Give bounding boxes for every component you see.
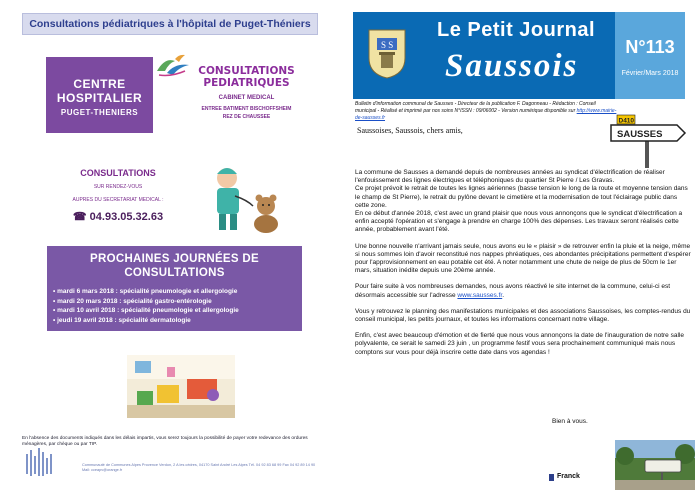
town-crest-icon (367, 28, 407, 80)
rdv-title: CONSULTATIONS (80, 168, 156, 178)
paragraph-6: Vous y retrouvez le planning des manifestations municipales et des associations Saussoises, les comptes-rendus du conseil municipal, les petits journaux, et toutes les informations concernant notre village. (355, 307, 691, 324)
colophon-link[interactable]: http://www.mairie-de-sausses.fr (355, 108, 617, 121)
colophon (355, 101, 617, 122)
consult-sub3: REZ DE CHAUSSEE (222, 114, 271, 120)
signature-marker-icon (549, 474, 554, 481)
hospital-line3: PUGET-THENIERS (60, 108, 139, 117)
consult-sub1: CABINET MEDICAL (218, 95, 275, 101)
issue-box (615, 12, 685, 99)
upcoming-item: • mardi 10 avril 2018 : spécialité pneumologie et allergologie (53, 307, 239, 314)
upcoming-title2: CONSULTATIONS (124, 267, 225, 279)
paragraph-5: Pour faire suite à vos nombreuses demandes, nous avons réactivé le site internet de la commune, celui-ci est désormais accessible sur l'adresse www.sausses.fr. (355, 283, 671, 299)
right-page (345, 0, 699, 495)
footer-address: Communauté de Communes Alpes Provence Verdon, 2 A les cèdres, 04170 Saint André Les Alpes Tél. 04 92 83 68 99 Fax 04 92 89 14 90 Mail: cceapv@orange.fr (82, 463, 316, 472)
journal-name-line1: Le Petit Journal (437, 19, 596, 41)
hospital-line1: CENTRE (73, 77, 126, 91)
upcoming-title (47, 246, 302, 280)
rdv-sub2: AUPRES DU SECRETARIAT MEDICAL : (72, 197, 164, 203)
upcoming-item-text: mardi 6 mars 2018 : spécialité pneumologie et allergologie (57, 288, 238, 295)
upcoming-item-text: mardi 10 avril 2018 : spécialité pneumologie et allergologie (57, 307, 239, 314)
community-logo (22, 446, 62, 480)
journal-name-line2: Saussois (445, 48, 579, 84)
signature: Franck (557, 473, 580, 480)
left-page (0, 0, 345, 495)
road-sign-number: D410 (618, 117, 635, 125)
upcoming-item-text: jeudi 19 avril 2018 : spécialité dermatologie (57, 316, 191, 324)
banner-title: Consultations pédiatriques à l'hôpital de Puget-Théniers (29, 18, 311, 30)
hospital-box (46, 57, 153, 133)
closing: Bien à vous. (552, 418, 588, 425)
paragraph-3-text: En ce début d'année 2018, c'est avec un grand plaisir que nous vous annonçons que le syndicat d'électrification a enfin accepté l'opération et s'engage à prendre en charge 100% des dépenses. Les travaux seront réalisés cette année, probablement avant l'été. (355, 210, 683, 234)
rdv-sub1: SUR RENDEZ-VOUS (93, 184, 143, 190)
paragraph-1 (355, 169, 691, 235)
rdv-phone (64, 210, 172, 223)
road-sign-name: SAUSSES (617, 129, 663, 140)
child-doctor-illustration (201, 160, 291, 236)
phone-icon: ☎ (72, 211, 90, 223)
road-sign-illustration (607, 113, 687, 168)
waiting-room-photo (127, 355, 235, 418)
journal-header (353, 12, 615, 99)
upcoming-box (47, 246, 302, 331)
paragraph-7: Enfin, c'est avec beaucoup d'émotion et de fierté que nous vous annonçons la date de l'inauguration de notre salle polyvalente, ce serait le samedi 23 juin , un programme festif vous sera prochainement communiqué mais nous comptons sur vous pour déjà inscrire cette date dans vos agendas ! (355, 332, 684, 356)
upcoming-item: • mardi 6 mars 2018 : spécialité pneumologie et allergologie (53, 288, 238, 295)
greeting: Saussoises, Saussois, chers amis, (357, 126, 463, 135)
paragraph-5-text: Pour faire suite à vos nombreuses demandes, nous avons réactivé le site internet de la commune, celui-ci est désormais accessible sur l'adresse (355, 283, 671, 299)
footer-note: En l'absence des documents indiqués dans les délais impartis, vous serez toujours la possibilité de payer votre redevance des ordures ménagères, par chèque ou par TIP. (22, 436, 308, 447)
consult-title1: CONSULTATIONS (198, 65, 295, 77)
issue-date: Février/Mars 2018 (621, 70, 679, 77)
paragraph-1-text: La commune de Sausses a demandé depuis de nombreuses années au syndicat d'électrification de réaliser l'enfouissement des lignes électriques et téléphoniques du quartier St Pierre / Les Gravas. (355, 169, 665, 185)
upcoming-item: • mardi 20 mars 2018 : spécialité gastro-entérologie (53, 297, 212, 305)
village-photo (615, 440, 695, 490)
paragraph-2-text: Ce projet prévoit le retrait de toutes les lignes aériennes (basse tension le long de la route et moyenne tension dans le champ de St Pierre), le retrait du pylône devant le cimetière et la modernisation de tout l'éclairage public dans cette zone. (355, 185, 688, 209)
issue-number: N°113 (625, 37, 675, 57)
hospital-logo (155, 53, 191, 79)
upcoming-item: • jeudi 19 avril 2018 : spécialité dermatologie (53, 316, 191, 324)
consult-sub2: ENTREE BATIMENT BISCHOFFSHEIM (201, 106, 292, 112)
colophon-text: Bulletin d'information communal de Sausses - Directeur de la publication F. Dagonneau - Rédaction : Conseil municipal - Réalisé et imprimé par nos soins N°ISSN : 09/06002 - Version numérique disponible sur (355, 101, 596, 114)
hospital-line2: HOSPITALIER (56, 91, 143, 105)
svg-text:S S: S S (381, 40, 394, 50)
editorial-text (355, 169, 691, 365)
consult-title (194, 65, 299, 89)
rdv-phone-number: 04.93.05.32.63 (89, 211, 164, 223)
consult-title2: PEDIATRIQUES (203, 77, 290, 89)
website-link[interactable]: www.sausses.fr (457, 291, 503, 299)
upcoming-item-text: mardi 20 mars 2018 : spécialité gastro-entérologie (57, 297, 212, 305)
upcoming-list (47, 287, 302, 325)
upcoming-title1: PROCHAINES JOURNÉES DE (90, 253, 259, 265)
banner (22, 13, 318, 35)
paragraph-4: Une bonne nouvelle n'arrivant jamais seule, nous avons eu le « plaisir » de retrouver enfin la pluie et la neige, même si nous sommes loin d'avoir reconstitué nos nappes phréatiques, ces abondantes précipitations permettent d'espérer pour l'approvisionnement en eau potable cet été. A noter notamment une chute de neige de plus de 50cm le 1er mars, situation inédite depuis une 20ème année. (355, 242, 691, 275)
